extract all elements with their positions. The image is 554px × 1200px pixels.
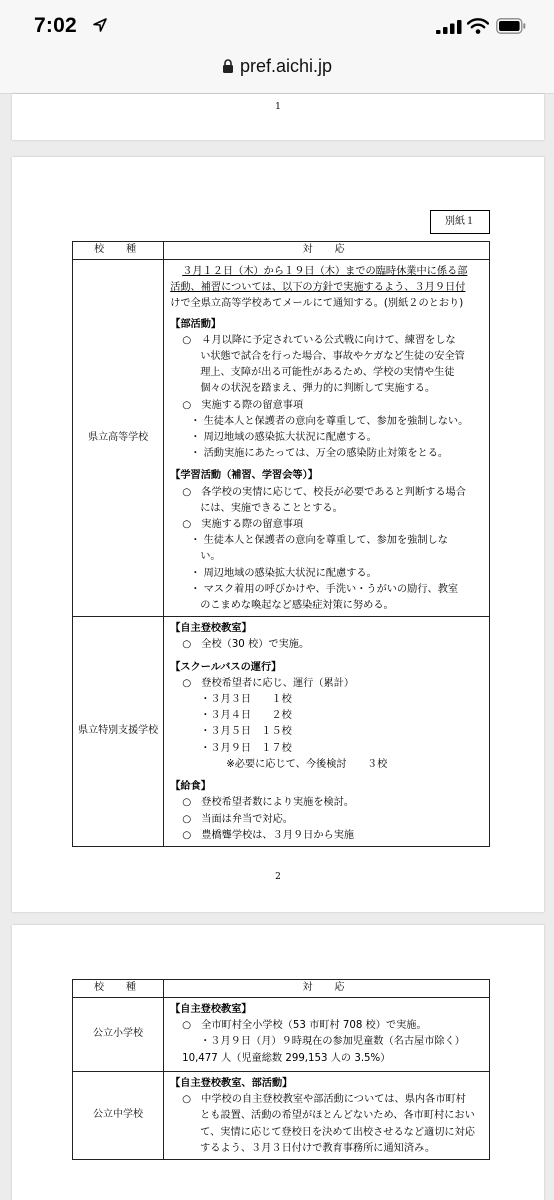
page-number: 1 (275, 102, 281, 112)
section-heading: 【自主登校教室、部活動】 (170, 1078, 293, 1089)
text-line: ○ ４月以降に予定されている公式戦に向けて、練習をしな (182, 334, 456, 346)
text-line: ○ 実施する際の留意事項 (182, 399, 304, 411)
response-table (72, 979, 490, 1160)
clock: 7:02 (34, 14, 77, 37)
location-arrow-icon (92, 17, 108, 33)
pdf-page-2 (12, 157, 544, 912)
bus-item: ・３月９日 １７校 (200, 742, 292, 754)
text-line: ○ 登校希望者数により実施を検討。 (182, 797, 355, 809)
bus-item: ・３月３日 １校 (200, 694, 292, 706)
response-cell (164, 260, 490, 617)
text-line: 理上、支障が出る可能性があるため、学校の実情や生徒 (200, 367, 455, 379)
section-heading: 【学習活動（補習、学習会等）】 (170, 470, 318, 482)
bus-item: ・３月４日 ２校 (200, 710, 292, 722)
text-line: ○ 登校希望者に応じ、運行（累計） (182, 677, 355, 689)
wifi-icon (467, 18, 489, 34)
text-line: 10,477 人（児童総数 299,153 人の 3.5%） (182, 1052, 391, 1064)
header-school-type: 校 種 (73, 242, 164, 260)
intro-line: けで全県立高等学校あてメールにて通知する。(別紙２のとおり) (170, 298, 464, 310)
text-line: とも設置、活動の希望がほとんどないため、各市町村におい (200, 1110, 475, 1122)
text-line: ○ 全市町村全小学校（53 市町村 708 校）で実施。 (182, 1020, 427, 1032)
battery-icon (496, 18, 526, 34)
text-line: ○ 豊橋聾学校は、３月９日から実施 (182, 829, 355, 841)
annex-label: 別紙１ (430, 210, 490, 234)
text-line: ○ 中学校の自主登校教室や部活動については、県内各市町村 (182, 1094, 466, 1106)
bullet-item: ・ 生徒本人と保護者の意向を尊重して、参加を強制しない。 (190, 415, 469, 427)
text-line: には、実施できることとする。 (200, 502, 343, 514)
text-line: ○ 当面は弁当で対応。 (182, 813, 293, 825)
pdf-page-3 (12, 925, 544, 1200)
bus-note: ※必要に応じて、今後検討 ３校 (226, 758, 388, 770)
response-table (72, 241, 490, 847)
text-line: するよう、３月３日付けで教育事務所に通知済み。 (200, 1142, 436, 1154)
text-line: ・３月９日（月）９時現在の参加児童数（名古屋市除く） (200, 1036, 465, 1048)
school-type-cell: 県立特別支援学校 (73, 617, 164, 847)
intro-line: ３月１２日（木）から１９日（木）までの臨時休業中に係る部 (182, 266, 468, 277)
url-text: pref.aichi.jp (239, 56, 333, 76)
intro-line: 活動、補習については、以下の方針で実施するよう、３月９日付 (170, 282, 466, 294)
response-cell (164, 617, 490, 847)
bullet-item: ・ 周辺地域の感染拡大状況に配慮する。 (190, 567, 377, 579)
table-row (73, 1072, 490, 1160)
header-response: 対 応 (164, 980, 490, 998)
bullet-item: い。 (200, 551, 221, 563)
bullet-item: ・ 活動実施にあたっては、万全の感染防止対策をとる。 (190, 448, 449, 460)
section-heading: 【自主登校教室】 (170, 1004, 252, 1015)
school-type-cell: 県立高等学校 (73, 260, 164, 617)
response-cell (164, 998, 490, 1072)
lock-icon (222, 59, 234, 73)
table-header-row (73, 242, 490, 260)
response-cell (164, 1072, 490, 1160)
section-heading: 【スクールバスの運行】 (170, 661, 282, 673)
text-line: ○ 実施する際の留意事項 (182, 519, 304, 531)
section-heading: 【給食】 (170, 781, 211, 793)
bullet-item: ・ 周辺地域の感染拡大状況に配慮する。 (190, 432, 377, 444)
school-type-cell: 公立中学校 (73, 1072, 164, 1160)
text-line: 個々の状況を踏まえ、弾力的に判断して実施する。 (200, 383, 436, 395)
text-line: ○ 各学校の実情に応じて、校長が必要であると判断する場合 (182, 486, 466, 498)
bullet-item: のこまめな喚起など感染症対策に努める。 (200, 600, 394, 612)
page-number: 2 (275, 872, 281, 882)
pdf-page-1 (12, 94, 544, 140)
table-header-row (73, 980, 490, 998)
cellular-signal-icon (436, 20, 462, 34)
table-row (73, 998, 490, 1072)
bullet-item: ・ マスク着用の呼びかけや、手洗い・うがいの励行、教室 (190, 583, 459, 595)
table-row (73, 617, 490, 847)
table-row (73, 260, 490, 617)
school-type-cell: 公立小学校 (73, 998, 164, 1072)
section-heading: 【自主登校教室】 (170, 623, 252, 635)
text-line: て、実情に応じて登校日を決めて出校させるなど適切に対応 (200, 1126, 475, 1138)
bus-item: ・３月５日 １５校 (200, 726, 292, 738)
text-line: い状態で試合を行った場合、事故やケガなど生徒の安全管 (200, 351, 465, 363)
header-response: 対 応 (164, 242, 490, 260)
address-bar[interactable] (0, 46, 554, 94)
header-school-type: 校 種 (73, 980, 164, 998)
bullet-item: ・ 生徒本人と保護者の意向を尊重して、参加を強制しな (190, 535, 448, 547)
text-line: ○ 全校（30 校）で実施。 (182, 639, 310, 651)
section-heading: 【部活動】 (170, 318, 222, 330)
